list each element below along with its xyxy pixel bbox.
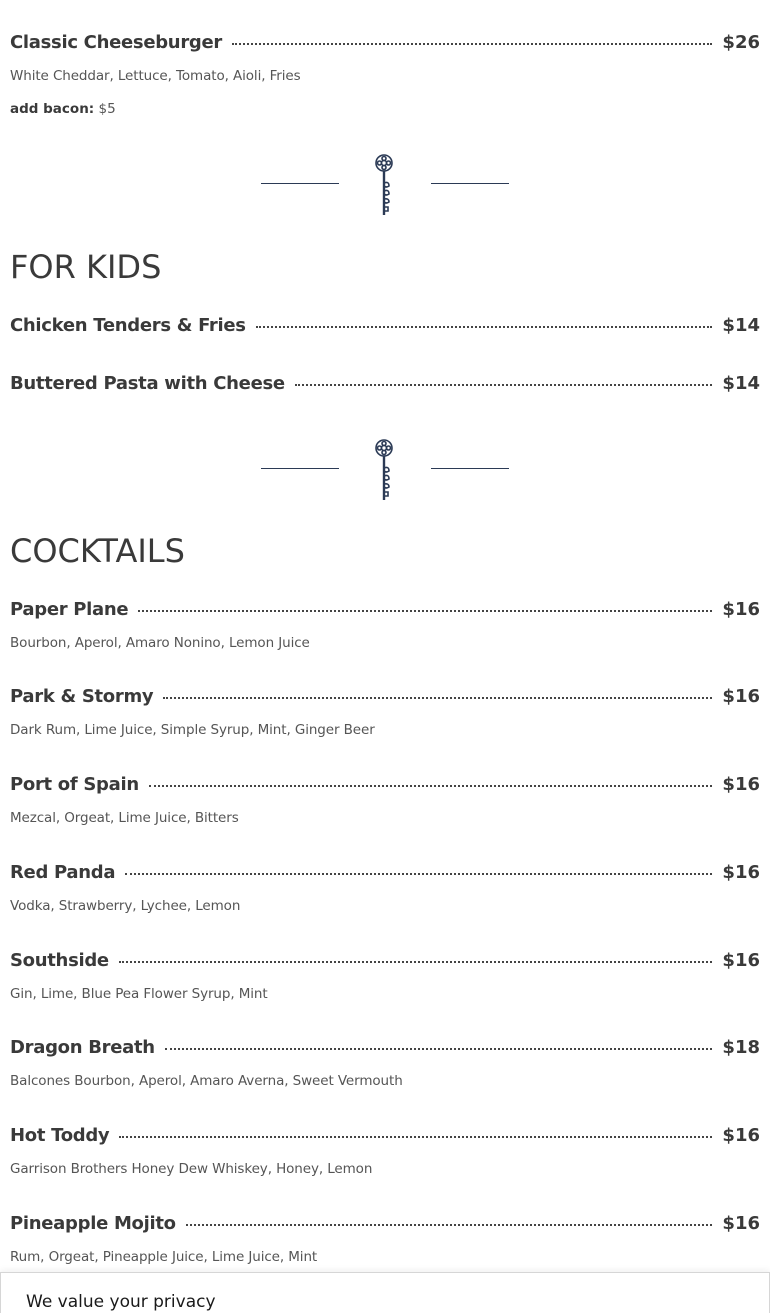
item-name: Hot Toddy: [10, 1124, 110, 1146]
item-price: $16: [722, 685, 760, 707]
divider-line-left: [261, 183, 339, 184]
item-description: Garrison Brothers Honey Dew Whiskey, Honey, Lemon: [10, 1161, 373, 1177]
item-description: Dark Rum, Lime Juice, Simple Syrup, Mint, Ginger Beer: [10, 722, 375, 738]
dotted-leader: [149, 785, 713, 787]
item-name: Dragon Breath: [10, 1036, 155, 1058]
menu-item: [10, 684, 760, 738]
item-name: Pineapple Mojito: [10, 1212, 176, 1234]
item-name: Park & Stormy: [10, 685, 154, 707]
item-price: $16: [722, 861, 760, 883]
item-price: $14: [722, 372, 760, 394]
item-name: Red Panda: [10, 861, 116, 883]
dotted-leader: [138, 610, 712, 612]
addon-price: $5: [98, 101, 116, 117]
item-name: Buttered Pasta with Cheese: [10, 372, 285, 394]
menu-item: [10, 597, 760, 651]
menu-item: [10, 313, 760, 337]
item-price: $26: [722, 31, 760, 53]
addon-label: add bacon:: [10, 101, 95, 117]
menu-item: [10, 1035, 760, 1089]
item-description: Vodka, Strawberry, Lychee, Lemon: [10, 898, 241, 914]
dotted-leader: [119, 1136, 712, 1138]
key-ornament-icon: [371, 153, 401, 217]
privacy-banner: [0, 1272, 770, 1313]
dotted-leader: [125, 873, 712, 875]
menu-item: [10, 371, 760, 395]
item-price: $16: [722, 598, 760, 620]
divider-line-left: [261, 468, 339, 469]
item-price: $16: [722, 1124, 760, 1146]
item-name: Port of Spain: [10, 773, 139, 795]
divider-line-right: [431, 468, 509, 469]
dotted-leader: [119, 961, 713, 963]
addon-line: [10, 101, 116, 117]
item-name: Paper Plane: [10, 598, 129, 620]
item-description: Rum, Orgeat, Pineapple Juice, Lime Juice, Mint: [10, 1249, 318, 1265]
dotted-leader: [163, 697, 712, 699]
item-name: Southside: [10, 949, 109, 971]
divider-line-right: [431, 183, 509, 184]
dotted-leader: [232, 43, 712, 45]
dotted-leader: [295, 384, 713, 386]
privacy-banner-title: We value your privacy: [26, 1292, 216, 1312]
item-description: Mezcal, Orgeat, Lime Juice, Bitters: [10, 810, 239, 826]
item-description: Gin, Lime, Blue Pea Flower Syrup, Mint: [10, 986, 268, 1002]
item-price: $18: [722, 1036, 760, 1058]
section-divider: [261, 153, 509, 217]
item-description: Bourbon, Aperol, Amaro Nonino, Lemon Juice: [10, 635, 310, 651]
dotted-leader: [256, 326, 713, 328]
section-title-kids: FOR KIDS: [10, 248, 162, 286]
menu-item: [10, 1211, 760, 1265]
dotted-leader: [186, 1224, 713, 1226]
menu-item-classic-cheeseburger: [10, 30, 760, 84]
menu-item: [10, 948, 760, 1002]
item-description: White Cheddar, Lettuce, Tomato, Aioli, Fries: [10, 68, 301, 84]
key-ornament-icon: [371, 438, 401, 502]
item-description: Balcones Bourbon, Aperol, Amaro Averna, Sweet Vermouth: [10, 1073, 403, 1089]
item-price: $14: [722, 314, 760, 336]
item-price: $16: [722, 1212, 760, 1234]
section-divider: [261, 438, 509, 502]
menu-item: [10, 860, 760, 914]
item-name: Classic Cheeseburger: [10, 31, 222, 53]
section-title-cocktails: COCKTAILS: [10, 532, 185, 570]
menu-item: [10, 772, 760, 826]
item-price: $16: [722, 773, 760, 795]
dotted-leader: [165, 1048, 713, 1050]
item-price: $16: [722, 949, 760, 971]
item-name: Chicken Tenders & Fries: [10, 314, 246, 336]
menu-item: [10, 1123, 760, 1177]
